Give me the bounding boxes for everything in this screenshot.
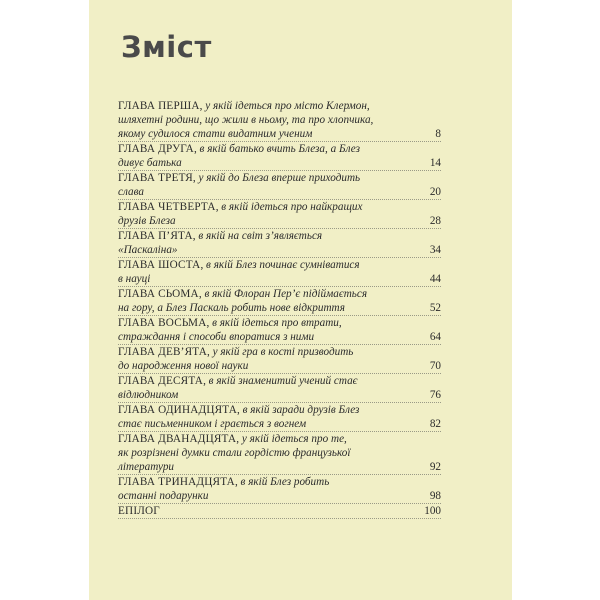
toc-entry-first-line bbox=[118, 258, 415, 272]
page-number: 34 bbox=[429, 244, 441, 256]
toc-entry-first-line bbox=[118, 142, 415, 156]
chapter-heading: ГЛАВА ДЕСЯТА bbox=[118, 375, 204, 387]
chapter-description-continued: «Паскаліна» bbox=[118, 244, 178, 256]
chapter-description-continued: якому судилося стати видатним ученим bbox=[118, 128, 313, 140]
page-number: 76 bbox=[429, 389, 441, 401]
chapter-description-continued: як розрізнені думки стали гордістю французької bbox=[118, 447, 351, 459]
page-number: 92 bbox=[429, 461, 441, 473]
chapter-description: в якій Блез починає сумніватися bbox=[206, 259, 360, 271]
toc-entry bbox=[118, 403, 441, 432]
chapter-description-continued: літератури bbox=[118, 461, 175, 473]
heading-separator: , bbox=[206, 317, 213, 329]
page-number: 64 bbox=[429, 331, 441, 343]
toc-entry-first-line bbox=[118, 171, 415, 185]
page-number: 44 bbox=[429, 273, 441, 285]
chapter-description: в якій на світ з’являється bbox=[198, 230, 323, 242]
chapter-heading: ГЛАВА ТРЕТЯ bbox=[118, 172, 193, 184]
heading-separator: , bbox=[199, 100, 206, 112]
toc-entry bbox=[118, 287, 441, 316]
toc-entry bbox=[118, 316, 441, 345]
toc-entry bbox=[118, 99, 441, 142]
chapter-heading: ГЛАВА ШОСТА bbox=[118, 259, 201, 271]
page-number: 70 bbox=[429, 360, 441, 372]
chapter-heading: ГЛАВА ДВАНАДЦЯТА bbox=[118, 433, 237, 445]
toc-entry bbox=[118, 504, 441, 519]
toc-entry bbox=[118, 432, 441, 475]
page-title: Зміст bbox=[121, 30, 212, 64]
toc-entry bbox=[118, 200, 441, 229]
heading-separator: , bbox=[236, 433, 242, 445]
chapter-description-continued: друзів Блеза bbox=[118, 215, 176, 227]
chapter-description: в якій знаменитий учений стає bbox=[208, 375, 358, 387]
toc-entry bbox=[118, 345, 441, 374]
page-number: 98 bbox=[429, 490, 441, 502]
chapter-description: в якій Флоран Пер’є підіймається bbox=[204, 288, 368, 300]
page-number: 8 bbox=[435, 128, 441, 140]
page-number: 100 bbox=[424, 505, 441, 517]
table-of-contents bbox=[118, 99, 441, 519]
chapter-description-continued: дивує батька bbox=[118, 157, 182, 169]
toc-entry bbox=[118, 258, 441, 287]
page-number: 52 bbox=[429, 302, 441, 314]
toc-entry bbox=[118, 142, 441, 171]
chapter-description: в якій Блез робить bbox=[240, 476, 330, 488]
chapter-description-continued: стає письменником і грається з вогнем bbox=[118, 418, 307, 430]
toc-entry-first-line bbox=[118, 229, 415, 243]
heading-separator: , bbox=[234, 476, 241, 488]
toc-entry-first-line bbox=[118, 504, 415, 518]
chapter-description: у якій ідеться про те, bbox=[241, 433, 347, 445]
toc-entry-first-line bbox=[118, 99, 415, 113]
toc-entry bbox=[118, 171, 441, 200]
chapter-heading: ЕПІЛОГ bbox=[118, 505, 160, 517]
chapter-description-continued: до народження нової науки bbox=[118, 360, 249, 372]
heading-separator: , bbox=[200, 259, 207, 271]
heading-separator: , bbox=[192, 172, 199, 184]
page-number: 28 bbox=[429, 215, 441, 227]
heading-separator: , bbox=[192, 230, 199, 242]
toc-entry-first-line bbox=[118, 475, 415, 489]
page-number: 14 bbox=[429, 157, 441, 169]
chapter-heading: ГЛАВА П’ЯТА bbox=[118, 230, 193, 242]
heading-separator: , bbox=[203, 375, 209, 387]
chapter-description: у якій до Блеза вперше приходить bbox=[198, 172, 361, 184]
chapter-description: в якій ідеться про втрати, bbox=[212, 317, 342, 329]
toc-entry-first-line bbox=[118, 403, 415, 417]
chapter-heading: ГЛАВА ОДИНАДЦЯТА bbox=[118, 404, 238, 416]
heading-separator: , bbox=[198, 288, 205, 300]
toc-entry-first-line bbox=[118, 374, 415, 388]
heading-separator: , bbox=[207, 346, 213, 358]
chapter-heading: ГЛАВА ВОСЬМА bbox=[118, 317, 207, 329]
chapter-description-continued: страждання і способи впоратися з ними bbox=[118, 331, 315, 343]
chapter-description-continued: в науці bbox=[118, 273, 151, 285]
chapter-description: у якій гра в кості призводить bbox=[212, 346, 354, 358]
toc-entry bbox=[118, 229, 441, 258]
chapter-description-continued: шляхетні родини, що жили в ньому, та про хлопчика, bbox=[118, 114, 374, 126]
toc-entry-first-line bbox=[118, 200, 415, 214]
chapter-heading: ГЛАВА ТРИНАДЦЯТА bbox=[118, 476, 235, 488]
toc-entry-first-line bbox=[118, 432, 415, 446]
chapter-description: у якій ідеться про місто Клермон, bbox=[205, 100, 370, 112]
chapter-description: в якій батько вчить Блеза, а Блез bbox=[199, 143, 360, 155]
chapter-heading: ГЛАВА ПЕРША bbox=[118, 100, 200, 112]
chapter-description-continued: слава bbox=[118, 186, 144, 198]
toc-entry-first-line bbox=[118, 345, 415, 359]
toc-entry-first-line bbox=[118, 316, 415, 330]
chapter-description-continued: останні подарунки bbox=[118, 490, 209, 502]
chapter-heading: ГЛАВА ЧЕТВЕРТА bbox=[118, 201, 216, 213]
toc-entry bbox=[118, 475, 441, 504]
chapter-description-continued: відлюдником bbox=[118, 389, 179, 401]
chapter-heading: ГЛАВА СЬОМА bbox=[118, 288, 199, 300]
chapter-description-continued: на гору, а Блез Паскаль робить нове відкриття bbox=[118, 302, 345, 314]
chapter-description: в якій заради друзів Блез bbox=[242, 404, 360, 416]
chapter-heading: ГЛАВА ДЕВ’ЯТА bbox=[118, 346, 207, 358]
chapter-heading: ГЛАВА ДРУГА bbox=[118, 143, 194, 155]
page-number: 82 bbox=[429, 418, 441, 430]
toc-entry bbox=[118, 374, 441, 403]
heading-separator: , bbox=[193, 143, 200, 155]
chapter-description: в якій ідеться про найкращих bbox=[221, 201, 363, 213]
page-number: 20 bbox=[429, 186, 441, 198]
toc-entry-first-line bbox=[118, 287, 415, 301]
heading-separator: , bbox=[237, 404, 243, 416]
heading-separator: , bbox=[215, 201, 222, 213]
